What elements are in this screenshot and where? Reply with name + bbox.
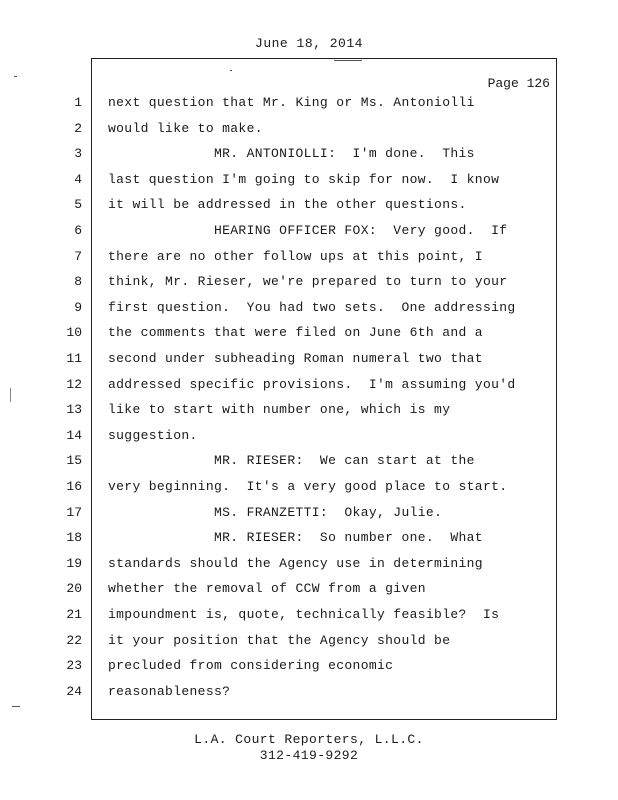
line-number: 14	[66, 428, 82, 443]
line-number: 12	[66, 377, 82, 392]
line-number: 20	[66, 581, 82, 596]
line-number: 23	[66, 658, 82, 673]
line-number: 16	[66, 479, 82, 494]
scan-speck	[10, 388, 11, 402]
header-date: June 18, 2014	[255, 36, 363, 51]
transcript-line: MS. FRANZETTI: Okay, Julie.	[108, 505, 443, 520]
transcript-line: MR. RIESER: So number one. What	[108, 530, 483, 545]
line-number: 17	[66, 505, 82, 520]
line-number: 9	[74, 300, 82, 315]
transcript-line: next question that Mr. King or Ms. Antoniolli	[108, 95, 475, 110]
transcript-line: the comments that were filed on June 6th and a	[108, 325, 483, 340]
scan-speck	[334, 60, 362, 61]
line-number: 13	[66, 402, 82, 417]
transcript-line: last question I'm going to skip for now. I know	[108, 172, 500, 187]
line-number: 8	[74, 274, 82, 289]
transcript-line: think, Mr. Rieser, we're prepared to turn to your	[108, 274, 508, 289]
transcript-line: it your position that the Agency should be	[108, 633, 451, 648]
transcript-line: precluded from considering economic	[108, 658, 394, 673]
transcript-line: suggestion.	[108, 428, 198, 443]
line-number: 2	[74, 121, 82, 136]
line-number: 5	[74, 197, 82, 212]
page-number: Page 126	[487, 76, 550, 91]
transcript-line: there are no other follow ups at this point, I	[108, 249, 483, 264]
scan-speck	[14, 76, 17, 77]
transcript-line: whether the removal of CCW from a given	[108, 581, 426, 596]
transcript-line: impoundment is, quote, technically feasible? Is	[108, 607, 500, 622]
line-number: 24	[66, 684, 82, 699]
transcript-line: MR. ANTONIOLLI: I'm done. This	[108, 146, 475, 161]
line-number: 18	[66, 530, 82, 545]
transcript-line: very beginning. It's a very good place to start.	[108, 479, 508, 494]
scan-speck	[230, 70, 232, 71]
transcript-line: like to start with number one, which is my	[108, 402, 451, 417]
transcript-line: second under subheading Roman numeral two that	[108, 351, 483, 366]
line-number: 1	[74, 95, 82, 110]
footer-company: L.A. Court Reporters, L.L.C.	[194, 732, 424, 747]
transcript-line: it will be addressed in the other questions.	[108, 197, 467, 212]
line-number: 11	[66, 351, 82, 366]
line-number: 15	[66, 453, 82, 468]
line-number: 19	[66, 556, 82, 571]
transcript-line: reasonableness?	[108, 684, 231, 699]
transcript-line: MR. RIESER: We can start at the	[108, 453, 475, 468]
transcript-line: would like to make.	[108, 121, 263, 136]
line-number: 3	[74, 146, 82, 161]
transcript-line: HEARING OFFICER FOX: Very good. If	[108, 223, 508, 238]
transcript-line: first question. You had two sets. One addressing	[108, 300, 516, 315]
line-number: 4	[74, 172, 82, 187]
scan-speck	[12, 706, 20, 707]
transcript-line: standards should the Agency use in determining	[108, 556, 483, 571]
line-number: 6	[74, 223, 82, 238]
line-number: 10	[66, 325, 82, 340]
line-number: 22	[66, 633, 82, 648]
transcript-line: addressed specific provisions. I'm assuming you'd	[108, 377, 516, 392]
footer-phone: 312-419-9292	[259, 748, 359, 763]
line-number: 21	[66, 607, 82, 622]
line-number: 7	[74, 249, 82, 264]
